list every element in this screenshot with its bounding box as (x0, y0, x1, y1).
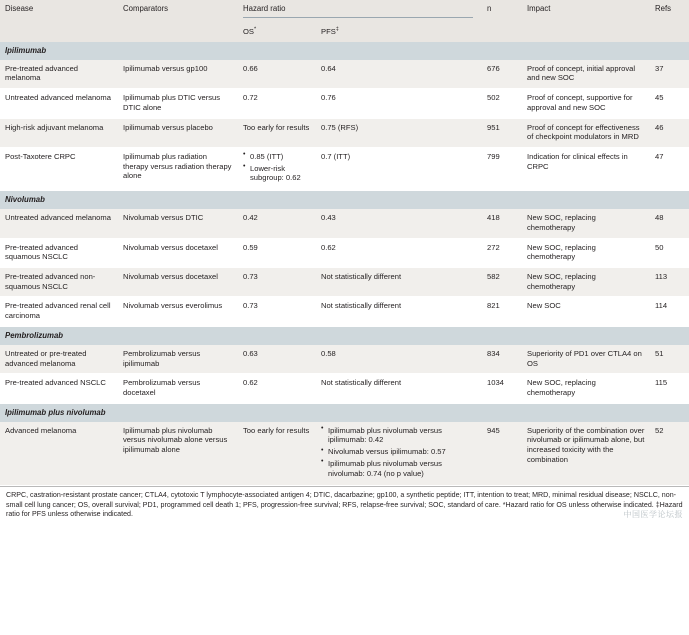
cell-impact: Proof of concept, initial approval and new SOC (522, 60, 650, 89)
cell-pfs: 0.62 (316, 238, 482, 267)
col-header-impact: Impact (522, 0, 650, 42)
cell-os: 0.63 (238, 345, 316, 374)
table-footnote (0, 486, 689, 524)
cell-comparators: Ipilimumab plus nivolumab versus nivolumab alone versus ipilimumab alone (118, 422, 238, 486)
cell-disease: High-risk adjuvant melanoma (0, 118, 118, 147)
cell-disease: Untreated advanced melanoma (0, 209, 118, 238)
hazard-ratio-underline (243, 17, 473, 18)
cell-pfs: 0.7 (ITT) (316, 147, 482, 190)
section-title: Pembrolizumab (0, 326, 689, 344)
bullet-list (321, 426, 477, 479)
cell-os: 0.59 (238, 238, 316, 267)
cell-comparators: Nivolumab versus docetaxel (118, 238, 238, 267)
cell-pfs: Not statistically different (316, 374, 482, 403)
cell-disease: Untreated or pre-treated advanced melanoma (0, 345, 118, 374)
table-row (0, 422, 689, 486)
cell-impact: Superiority of the combination over nivolumab or ipilimumab alone, but increased toxicity with the combination (522, 422, 650, 486)
cell-n: 272 (482, 238, 522, 267)
section-row (0, 403, 689, 421)
cell-disease: Pre-treated advanced squamous NSCLC (0, 238, 118, 267)
bullet-list (243, 152, 311, 183)
cell-os: 0.42 (238, 209, 316, 238)
cell-comparators: Ipilimumab versus placebo (118, 118, 238, 147)
cell-os: 0.62 (238, 374, 316, 403)
section-title: Ipilimumab plus nivolumab (0, 403, 689, 421)
cell-pfs: 0.64 (316, 60, 482, 89)
col-header-refs: Refs (650, 0, 689, 42)
section-row (0, 191, 689, 209)
cell-n: 951 (482, 118, 522, 147)
cell-refs: 47 (650, 147, 689, 190)
cell-pfs: 0.75 (RFS) (316, 118, 482, 147)
cell-impact: New SOC, replacing chemotherapy (522, 267, 650, 296)
cell-comparators: Ipilimumab plus radiation therapy versus radiation therapy alone (118, 147, 238, 190)
cell-impact: Indication for clinical effects in CRPC (522, 147, 650, 190)
section-title: Nivolumab (0, 191, 689, 209)
cell-comparators: Nivolumab versus everolimus (118, 297, 238, 326)
col-header-disease: Disease (0, 0, 118, 42)
cell-impact: New SOC (522, 297, 650, 326)
cell-n: 945 (482, 422, 522, 486)
cell-comparators: Nivolumab versus docetaxel (118, 267, 238, 296)
cell-pfs (316, 422, 482, 486)
cell-n: 676 (482, 60, 522, 89)
bullet-item: • Lower-risk subgroup: 0.62 (243, 164, 311, 183)
cell-os: 0.72 (238, 89, 316, 118)
section-row (0, 42, 689, 60)
cell-pfs: 0.58 (316, 345, 482, 374)
cell-impact: New SOC, replacing chemotherapy (522, 374, 650, 403)
cell-pfs: 0.76 (316, 89, 482, 118)
cell-comparators: Pembrolizumab versus docetaxel (118, 374, 238, 403)
cell-n: 582 (482, 267, 522, 296)
table-row (0, 345, 689, 374)
table-row (0, 118, 689, 147)
cell-refs: 51 (650, 345, 689, 374)
cell-os: 0.73 (238, 267, 316, 296)
cell-os (238, 147, 316, 190)
footnote-divider (0, 486, 689, 487)
cell-n: 799 (482, 147, 522, 190)
bullet-item: • 0.85 (ITT) (243, 152, 311, 162)
cell-disease: Pre-treated advanced melanoma (0, 60, 118, 89)
cell-n: 418 (482, 209, 522, 238)
col-header-n: n (482, 0, 522, 42)
section-row (0, 326, 689, 344)
bullet-item: • Ipilimumab plus nivolumab versus nivolumab: 0.74 (no p value) (321, 459, 477, 478)
col-header-comparators: Comparators (118, 0, 238, 42)
cell-disease: Pre-treated advanced non-squamous NSCLC (0, 267, 118, 296)
table-header (0, 0, 689, 42)
cell-refs: 115 (650, 374, 689, 403)
cell-impact: New SOC, replacing chemotherapy (522, 209, 650, 238)
table-row (0, 60, 689, 89)
cell-impact: Superiority of PD1 over CTLA4 on OS (522, 345, 650, 374)
cell-n: 502 (482, 89, 522, 118)
cell-pfs: Not statistically different (316, 267, 482, 296)
table-row (0, 89, 689, 118)
cell-disease: Advanced melanoma (0, 422, 118, 486)
cell-refs: 46 (650, 118, 689, 147)
table-body (0, 42, 689, 486)
header-row-primary (0, 0, 689, 23)
cell-refs: 114 (650, 297, 689, 326)
table-row (0, 238, 689, 267)
section-title: Ipilimumab (0, 42, 689, 60)
cell-refs: 48 (650, 209, 689, 238)
cell-comparators: Ipilimumab versus gp100 (118, 60, 238, 89)
table-row (0, 374, 689, 403)
col-header-hazard-ratio (238, 0, 482, 23)
table-row (0, 209, 689, 238)
cell-comparators: Nivolumab versus DTIC (118, 209, 238, 238)
footnote-text: CRPC, castration-resistant prostate cancer; CTLA4, cytotoxic T lymphocyte-associated antigen 4; DTIC, dacarbazine; gp100, a synthetic peptide; ITT, intention to treat; MRD, minimal residual disease; NSCLC, non-small cell lung cancer; OS, overall survival; PD1, programmed cell death 1; PFS, progression-free survival; RFS, relapse-free survival; SOC, standard of care. *Hazard ratio for OS unless otherwise indicated. ‡Hazard ratio for PFS unless otherwise indicated. (6, 491, 683, 519)
cell-pfs: 0.43 (316, 209, 482, 238)
cell-os: 0.73 (238, 297, 316, 326)
col-header-pfs-text: PFS‡ (321, 26, 339, 36)
cell-n: 821 (482, 297, 522, 326)
cell-os: 0.66 (238, 60, 316, 89)
cell-disease: Pre-treated advanced renal cell carcinoma (0, 297, 118, 326)
cell-disease: Post-Taxotere CRPC (0, 147, 118, 190)
cell-impact: New SOC, replacing chemotherapy (522, 238, 650, 267)
cell-refs: 113 (650, 267, 689, 296)
cell-n: 834 (482, 345, 522, 374)
cell-os: Too early for results (238, 118, 316, 147)
cell-disease: Pre-treated advanced NSCLC (0, 374, 118, 403)
cell-n: 1034 (482, 374, 522, 403)
cell-refs: 45 (650, 89, 689, 118)
cell-disease: Untreated advanced melanoma (0, 89, 118, 118)
col-header-os (238, 23, 316, 42)
bullet-item: • Nivolumab versus ipilimumab: 0.57 (321, 447, 477, 457)
watermark: 中国医学论坛报 (623, 510, 683, 520)
cell-os: Too early for results (238, 422, 316, 486)
col-header-os-text: OS* (243, 26, 257, 36)
cell-pfs: Not statistically different (316, 297, 482, 326)
bullet-item: • Ipilimumab plus nivolumab versus ipilimumab: 0.42 (321, 426, 477, 445)
cell-refs: 50 (650, 238, 689, 267)
cell-comparators: Pembrolizumab versus ipilimumab (118, 345, 238, 374)
cell-refs: 37 (650, 60, 689, 89)
table-row (0, 297, 689, 326)
cell-impact: Proof of concept, supportive for approval and new SOC (522, 89, 650, 118)
hazard-ratio-label: Hazard ratio (243, 4, 286, 13)
cell-comparators: Ipilimumab plus DTIC versus DTIC alone (118, 89, 238, 118)
col-header-pfs (316, 23, 482, 42)
table-row (0, 267, 689, 296)
table-row (0, 147, 689, 190)
cell-refs: 52 (650, 422, 689, 486)
cell-impact: Proof of concept for effectiveness of checkpoint modulators in MRD (522, 118, 650, 147)
